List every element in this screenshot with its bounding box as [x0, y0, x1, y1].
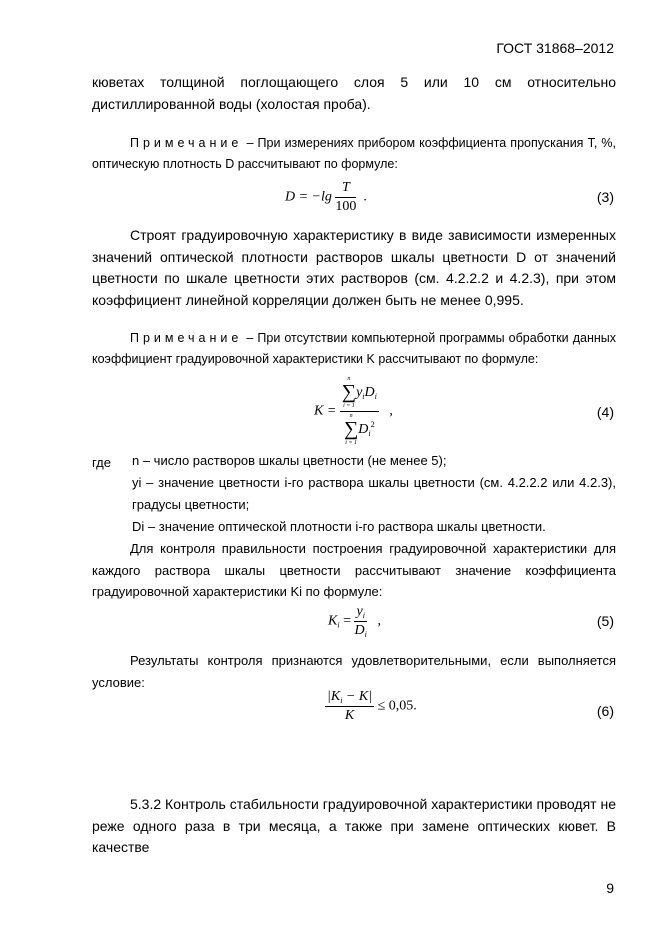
paragraph-2: Строят градуировочную характеристику в виде зависимости измеренных значений оптической плотности растворов шкалы цветности D от значений цветности по шкале цветности этих растворов (см. 4.2.2.2 и 4.2.3), при этом коэффициент линейной корреляции должен быть не менее 0,995. — [92, 227, 616, 308]
formula-5: $K_i$ = $\frac{y_i}{D_i}$ , — [328, 604, 381, 639]
formula-3: D = −lg $\frac{T}{100}$ . — [285, 180, 367, 214]
page-number: 9 — [606, 880, 614, 896]
equation-number-4: (4) — [596, 404, 614, 420]
definition-D: Di – значение оптической плотности i-го раствора шкалы цветности. — [132, 519, 546, 534]
note-1-text: – При измерениях прибором коэффициента пропускания T, %, оптическую плотность D рассчитывают по формуле: — [92, 136, 616, 171]
document-header: ГОСТ 31868–2012 — [496, 40, 614, 56]
note-2-text: – При отсутствии компьютерной программы обработки данных коэффициент градуировочной характеристики K рассчитывают по формуле: — [92, 331, 616, 366]
note-1 — [92, 133, 616, 175]
equation-number-3: (3) — [596, 189, 614, 205]
note-label: Примечание — [130, 136, 243, 150]
definition-n: n – число растворов шкалы цветности (не менее 5); — [132, 453, 447, 468]
paragraph-3: Для контроля правильности построения градуировочной характеристики для каждого раствора шкалы цветности рассчитывают значение коэффициента градуировочной характеристики Ki по формуле: — [92, 541, 616, 599]
where-label: где — [92, 455, 111, 470]
paragraph-4: Результаты контроля признаются удовлетворительными, если выполняется условие: — [92, 653, 616, 690]
paragraph-1: кюветах толщиной поглощающего слоя 5 или 10 см относительно дистиллированной воды (холостая проба). — [92, 74, 616, 112]
definition-y: yi – значение цветности i-го раствора шкалы цветности (см. 4.2.2.2 или 4.2.3), градусы цветности; — [132, 475, 616, 512]
equation-number-5: (5) — [596, 613, 614, 629]
formula-4: K = n ∑ i = 1 $y_iD_i$ n ∑ i = 1 $D_i^2$ , — [314, 376, 393, 446]
formula-6: $\frac{|K_i - K|}{K}$ ≤ 0,05. — [327, 689, 417, 723]
paragraph-5: 5.3.2 Контроль стабильности градуировочной характеристики проводят не реже одного раза в три месяца, а также при замене оптических кювет. В качестве — [92, 796, 616, 855]
equation-number-6: (6) — [596, 703, 614, 719]
note-2: Примечание – При отсутствии компьютерной программы обработки данных коэффициент градуировочной характеристики K рассчитывают по формуле: — [92, 331, 616, 366]
